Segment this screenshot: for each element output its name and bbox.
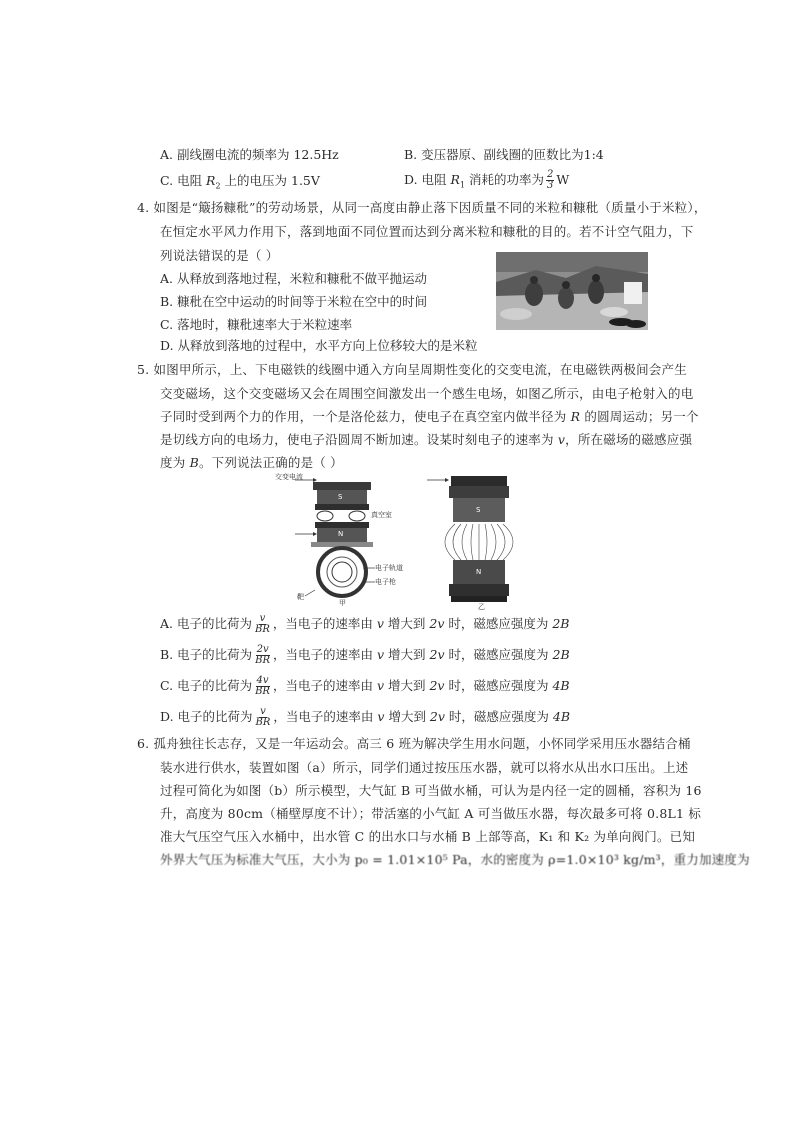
q5-stem-line-2: 交变磁场，这个交变磁场又会在周围空间激发出一个感生电场，如图乙所示，由电子枪射入的电 <box>160 386 694 401</box>
option-text: 增大到 <box>384 709 430 724</box>
option-result: 2B <box>552 616 570 631</box>
option-fraction <box>254 676 271 697</box>
option-text: 增大到 <box>384 647 430 662</box>
option-result: 4B <box>552 678 570 693</box>
figure-jia <box>275 472 415 607</box>
q3-option-c-var: R <box>206 173 216 188</box>
fraction-numerator: v <box>259 613 266 624</box>
q3-option-c[interactable] <box>160 173 320 195</box>
fig-label-yi: 乙 <box>478 603 485 611</box>
q6-stem-line-4: 升，高度为 80cm（桶壁厚度不计）；带活塞的小气缸 A 可当做压水器，每次最多可将 0.8L1 标 <box>160 806 702 821</box>
q6-stem-line-6: 外界大气压为标准大气压，大小为 p₀ = 1.01×10⁵ Pa，水的密度为 ρ=1.0×10³ kg/m³，重力加速度为 <box>160 852 750 867</box>
fraction-denominator: BR <box>255 686 270 697</box>
option-var: 2v <box>429 678 445 693</box>
fig-label-s-top: S <box>338 493 343 501</box>
fraction-denominator: 3 <box>547 180 554 191</box>
q5-option-d[interactable] <box>160 707 570 728</box>
fig-label-target: 靶 <box>297 593 304 601</box>
fig-label-n-top: N <box>338 530 344 538</box>
q5-line-4-post: ，所在磁场的磁感应强 <box>565 432 693 447</box>
q3-option-d[interactable] <box>404 170 569 194</box>
fig-label-gun: 电子枪 <box>375 578 396 586</box>
option-fraction <box>254 645 271 666</box>
option-fraction <box>254 614 271 635</box>
q6-stem-line-3: 过程可简化为如图（b）所示模型，大气缸 B 可当做水桶，可认为是内径一定的圆桶，容积为 16 <box>160 783 702 798</box>
q4-option-d[interactable]: D. 从释放到落地的过程中，水平方向上位移较大的是米粒 <box>160 338 478 353</box>
q5-line-4-pre: 是切线方向的电场力，使电子沿圆周不断加速。设某时刻电子的速率为 <box>160 432 558 447</box>
option-text: 增大到 <box>383 616 430 631</box>
q3-option-c-prefix: C. 电阻 <box>160 173 207 188</box>
q4-stem-line-2: 在恒定水平风力作用下，落到地面不同位置而达到分离米粒和糠秕的目的。若不计空气阻力，下 <box>160 224 694 239</box>
option-text: ，当电子的速率由 <box>272 678 377 693</box>
q5-line-5-var: B <box>189 455 199 470</box>
option-letter-text: A. 电子的比荷为 <box>160 616 252 631</box>
fig-label-ac: 交变电流 <box>275 473 303 481</box>
option-text: 增大到 <box>384 678 430 693</box>
fig-label-vacuum: 真空室 <box>371 511 392 519</box>
q5-line-5-pre: 度为 <box>160 455 190 470</box>
fraction-numerator: 2v <box>256 644 269 655</box>
option-letter-text: B. 电子的比荷为 <box>160 647 253 662</box>
q3-option-d-var: R <box>450 172 460 187</box>
option-text: 时，磁感应强度为 <box>444 678 553 693</box>
fraction-numerator: 2 <box>547 169 554 180</box>
option-var: v <box>376 678 385 693</box>
option-text: 时，磁感应强度为 <box>444 616 553 631</box>
q6-stem-line-1: 6. 孤舟独往长志存，又是一年运动会。高三 6 班为解决学生用水问题，小怀同学采用压水器结合桶 <box>137 736 691 751</box>
fig-label-orbit: 电子轨道 <box>375 564 403 572</box>
fraction-numerator: 4v <box>256 675 269 686</box>
option-text: ，当电子的速率由 <box>272 616 377 631</box>
fig-label-jia: 甲 <box>339 599 346 607</box>
winnowing-scene-image <box>496 252 648 330</box>
q4-stem-line-3: 列说法错误的是（ ） <box>160 248 279 263</box>
fig-label-n-right: N <box>476 568 482 576</box>
q3-option-a[interactable]: A. 副线圈电流的频率为 12.5Hz <box>160 147 339 162</box>
q5-stem-line-4 <box>160 432 692 448</box>
q3-option-b[interactable]: B. 变压器原、副线圈的匝数比为1:4 <box>404 147 604 162</box>
q5-option-c[interactable] <box>160 676 570 697</box>
q5-line-3-var: R <box>570 409 581 424</box>
q5-option-a[interactable] <box>160 614 569 635</box>
q5-stem-line-1: 5. 如图甲所示，上、下电磁铁的线圈中通入方向呈周期性变化的交变电流，在电磁铁两极间会产生 <box>137 362 687 377</box>
fig-label-s-right: S <box>476 506 481 514</box>
q6-stem-line-2: 装水进行供水，装置如图（a）所示，同学们通过按压压水器，就可以将水从出水口压出。上述 <box>160 760 689 775</box>
q3-option-d-text: 消耗的功率为 <box>465 172 544 187</box>
figure-yi <box>425 472 530 611</box>
winnowing-photo <box>496 252 648 330</box>
option-text: ，当电子的速率由 <box>273 647 378 662</box>
q5-stem-line-3 <box>160 409 699 425</box>
q3-option-c-sub: 2 <box>215 181 221 191</box>
q5-line-3-pre: 子同时受到两个力的作用，一个是洛伦兹力，使电子在真空室内做半径为 <box>160 409 571 424</box>
q5-option-b[interactable] <box>160 645 570 666</box>
q5-line-5-post: 。下列说法正确的是（ ） <box>198 455 343 470</box>
q4-option-b[interactable]: B. 糠秕在空中运动的时间等于米粒在空中的时间 <box>160 294 428 309</box>
option-result: 2B <box>552 647 570 662</box>
option-var: 2v <box>429 709 445 724</box>
q5-stem-line-5 <box>160 455 343 471</box>
option-text: ，当电子的速率由 <box>273 709 378 724</box>
option-fraction <box>255 707 272 728</box>
q5-line-3-post: 的圆周运动；另一个 <box>580 409 699 424</box>
option-text: 时，磁感应强度为 <box>444 709 553 724</box>
induced-field-diagram <box>425 472 530 607</box>
q6-stem-line-5: 准大气压空气压入水桶中，出水管 C 的出水口与水桶 B 上部等高，K₁ 和 K₂ 为单向阀门。已知 <box>160 829 696 844</box>
option-letter-text: C. 电子的比荷为 <box>160 678 253 693</box>
fraction-numerator: v <box>260 706 266 717</box>
option-letter-text: D. 电子的比荷为 <box>160 709 253 724</box>
option-var: 2v <box>429 616 445 631</box>
q3-option-c-text: 上的电压为 1.5V <box>220 173 320 188</box>
q5-line-4-var: v <box>557 432 566 447</box>
option-result: 4B <box>552 709 571 724</box>
fraction-denominator: BR <box>255 717 271 728</box>
option-var: v <box>377 647 385 662</box>
fraction-denominator: BR <box>255 655 271 666</box>
option-var: v <box>377 709 385 724</box>
option-var: 2v <box>429 647 445 662</box>
q3-option-d-sub: 1 <box>459 180 466 190</box>
option-var: v <box>376 616 384 631</box>
q4-option-a[interactable]: A. 从释放到落地过程，米粒和糠秕不做平抛运动 <box>160 271 427 286</box>
fraction-denominator: BR <box>254 624 270 635</box>
q4-stem-line-1: 4. 如图是“簸扬糠秕”的劳动场景，从同一高度由静止落下因质量不同的米粒和糠秕（质量小于米粒）， <box>137 200 707 215</box>
q3-option-d-prefix: D. 电阻 <box>404 172 451 187</box>
q4-option-c[interactable]: C. 落地时，糠秕速率大于米粒速率 <box>160 317 353 332</box>
q3-option-d-unit: W <box>556 172 570 187</box>
option-text: 时，磁感应强度为 <box>444 647 553 662</box>
q3-option-d-fraction <box>546 170 554 191</box>
